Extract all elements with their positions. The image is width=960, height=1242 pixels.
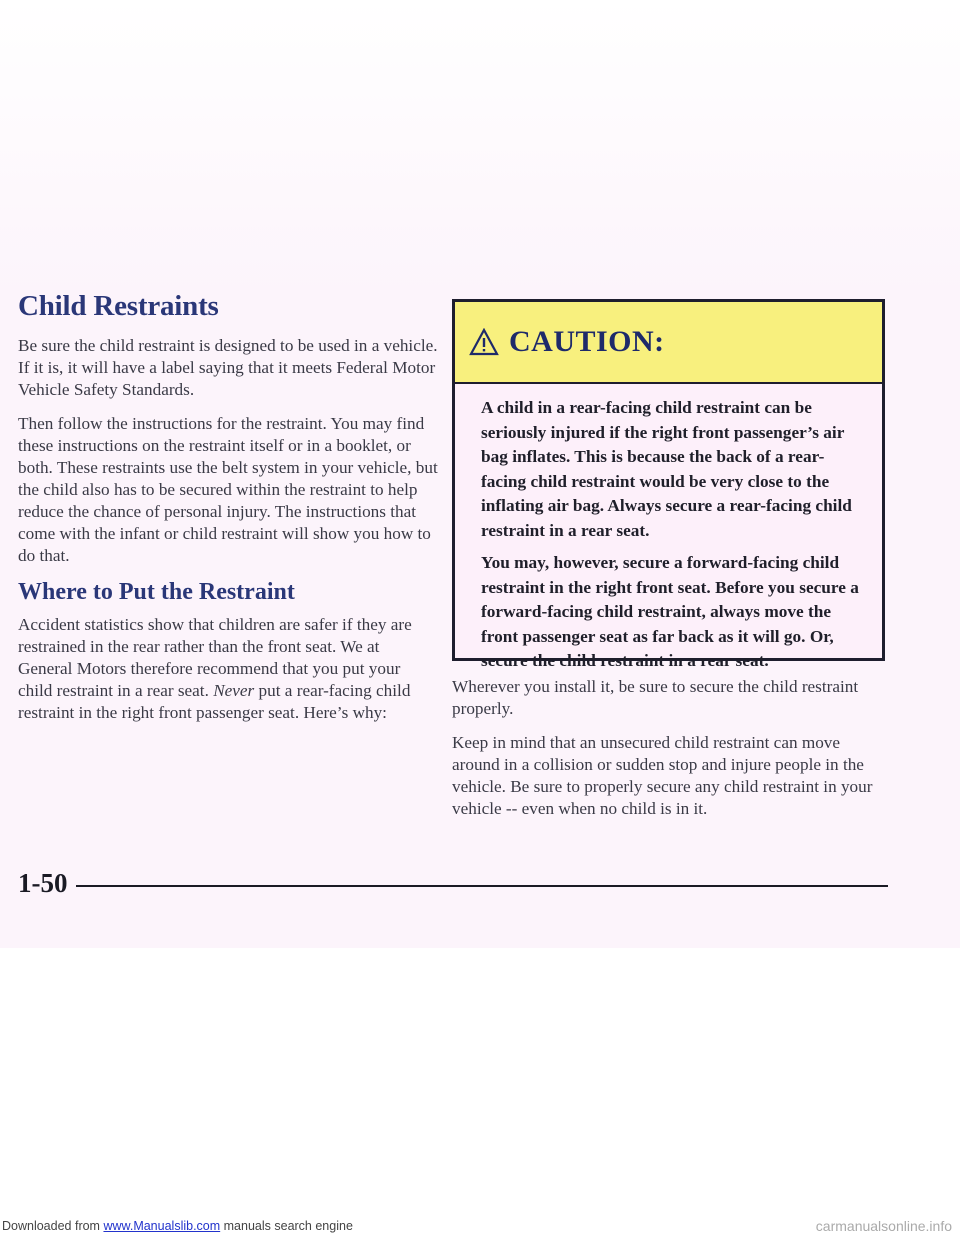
caution-box (452, 299, 885, 670)
paragraph-install-properly: Wherever you install it, be sure to secure the child restraint properly. (452, 677, 859, 718)
warning-triangle-icon (469, 328, 499, 356)
statistics-text-a: Accident statistics show that children are safer if they are restrained in the rear rather than the front seat. We at General Motors therefore recommend that you put your child restraint in a rear seat. (18, 615, 412, 700)
watermark: carmanualsonline.info (815, 1218, 952, 1234)
statistics-text-b: put a rear-facing child restraint in the right front passenger seat. Here’s why: (18, 681, 411, 722)
caution-paragraph-forward-facing: You may, however, secure a forward-facing child restraint in the right front seat. Before you secure a forward-facing child restraint, always move the front passenger seat as far back as it will go. Or, secure the child restraint in a rear seat. (481, 553, 859, 670)
left-column (18, 290, 438, 736)
page-top-fade (0, 0, 960, 300)
caution-paragraph-rear-facing: A child in a rear-facing child restraint can be seriously injured if the right front passenger’s air bag inflates. This is because the back of a rear-facing child restraint would be very close to the inflating air bag. Always secure a rear-facing child restraint in a rear seat. (481, 398, 852, 540)
subsection-title: Where to Put the Restraint (18, 579, 295, 605)
paragraph-unsecured-restraint: Keep in mind that an unsecured child restraint can move around in a collision or sudden stop and injure people in the vehicle. Be sure to properly secure any child restraint in your vehicle -- even when no child is in it. (452, 733, 873, 818)
download-notice (2, 1219, 353, 1233)
footer-rule (76, 885, 889, 887)
paragraph-follow-instructions: Then follow the instructions for the restraint. You may find these instructions on the restraint itself or in a booklet, or both. These restraints use the belt system in your vehicle, but the child also has to be secured within the restraint to help reduce the chance of personal injury. The instructions that come with the infant or child restraint will show you how to do that. (18, 414, 438, 565)
paragraph-accident-statistics (18, 614, 438, 724)
page-number: 1-50 (18, 867, 68, 898)
never-emphasis: Never (213, 681, 255, 700)
caution-title: CAUTION: (509, 325, 665, 358)
manualslib-link[interactable]: www.Manualslib.com (103, 1219, 221, 1233)
page-footer (18, 866, 888, 900)
caution-body (455, 384, 882, 674)
caution-header (455, 302, 882, 384)
paragraph-label-requirement: Be sure the child restraint is designed to be used in a vehicle. If it is, it will have a label saying that it meets Federal Motor Vehicle Safety Standards. (18, 336, 438, 399)
download-prefix: Downloaded from (2, 1219, 104, 1233)
section-title: Child Restraints (18, 290, 219, 322)
right-column (452, 676, 892, 832)
download-suffix: manuals search engine (220, 1219, 353, 1233)
